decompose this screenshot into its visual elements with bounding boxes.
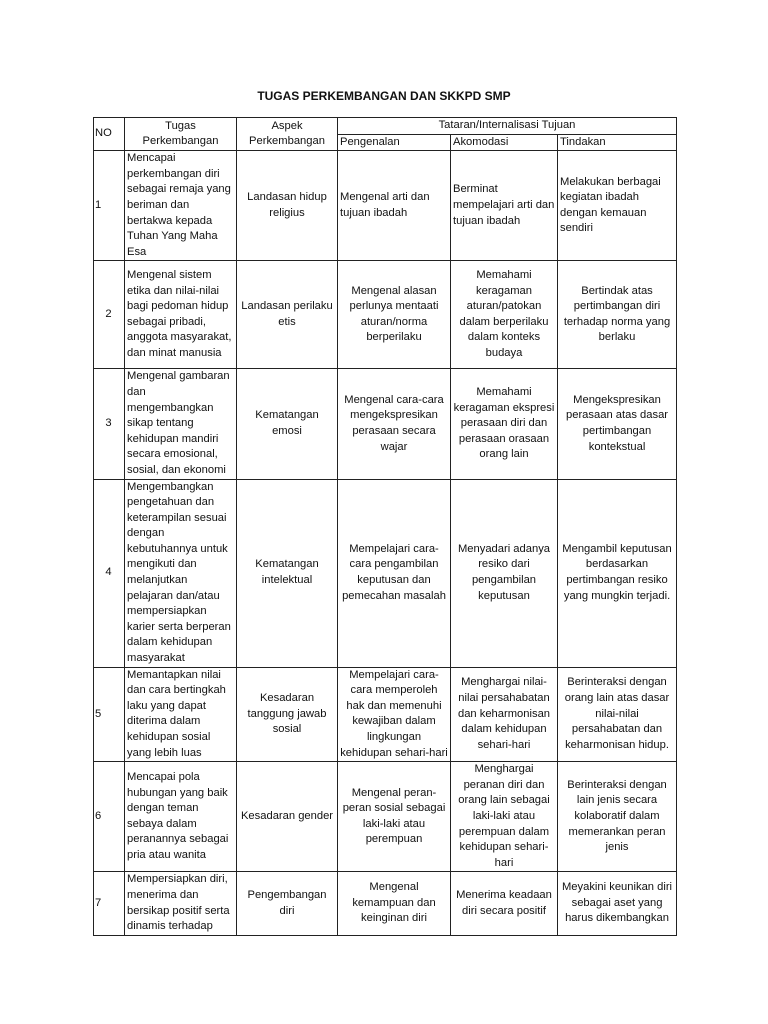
row-no: 1 [94, 151, 125, 261]
row-akomodasi: Menghargai peranan diri dan orang lain sebagai laki-laki atau perempuan dalam kehidupan sehari-hari [451, 762, 558, 872]
row-akomodasi: Memahami keragaman ekspresi perasaan diri dan perasaan orasaan orang lain [451, 369, 558, 479]
row-pengenalan: Mengenal kemampuan dan keinginan diri [338, 872, 451, 935]
skkpd-table [93, 117, 677, 936]
header-no: NO [94, 118, 125, 151]
header-pengenalan: Pengenalan [338, 134, 451, 151]
row-pengenalan: Mengenal alasan perlunya mentaati aturan/norma berperilaku [338, 261, 451, 369]
row-akomodasi: Berminat mempelajari arti dan tujuan ibadah [451, 151, 558, 261]
row-tindakan: Bertindak atas pertimbangan diri terhadap norma yang berlaku [558, 261, 677, 369]
row-tugas: Mencapai pola hubungan yang baik dengan teman sebaya dalam peranannya sebagai pria atau wanita [125, 762, 237, 872]
row-akomodasi: Memahami keragaman aturan/patokan dalam berperilaku dalam konteks budaya [451, 261, 558, 369]
page-title: TUGAS PERKEMBANGAN DAN SKKPD SMP [257, 89, 511, 103]
row-pengenalan: Mengenal arti dan tujuan ibadah [338, 151, 451, 261]
table-row [94, 872, 677, 935]
table-row [94, 369, 677, 479]
row-no: 3 [94, 369, 125, 479]
table-row [94, 667, 677, 762]
row-pengenalan: Mempelajari cara-cara memperoleh hak dan memenuhi kewajiban dalam lingkungan kehidupan sehari-hari [338, 667, 451, 762]
row-tindakan: Meyakini keunikan diri sebagai aset yang harus dikembangkan [558, 872, 677, 935]
row-tugas: Mencapai perkembangan diri sebagai remaja yang beriman dan bertakwa kepada Tuhan Yang Maha Esa [125, 151, 237, 261]
row-akomodasi: Menghargai nilai-nilai persahabatan dan keharmonisan dalam kehidupan sehari-hari [451, 667, 558, 762]
row-aspek: Kematangan intelektual [237, 479, 338, 667]
header-tugas: Tugas Perkembangan [125, 118, 237, 151]
row-tindakan: Mengambil keputusan berdasarkan pertimbangan resiko yang mungkin terjadi. [558, 479, 677, 667]
header-akomodasi: Akomodasi [451, 134, 558, 151]
row-tindakan: Melakukan berbagai kegiatan ibadah dengan kemauan sendiri [558, 151, 677, 261]
row-aspek: Kesadaran gender [237, 762, 338, 872]
row-no: 5 [94, 667, 125, 762]
row-no: 2 [94, 261, 125, 369]
row-no: 4 [94, 479, 125, 667]
row-tugas: Mengembangkan pengetahuan dan keterampilan sesuai dengan kebutuhannya untuk mengikuti dan melanjutkan pelajaran dan/atau mempersiapkan karier serta berperan dalam kehidupan masyarakat [125, 479, 237, 667]
table-row [94, 261, 677, 369]
row-aspek: Kesadaran tanggung jawab sosial [237, 667, 338, 762]
header-tindakan: Tindakan [558, 134, 677, 151]
row-aspek: Kematangan emosi [237, 369, 338, 479]
row-tugas: Mengenal gambaran dan mengembangkan sikap tentang kehidupan mandiri secara emosional, sosial, dan ekonomi [125, 369, 237, 479]
header-aspek: Aspek Perkembangan [237, 118, 338, 151]
row-akomodasi: Menyadari adanya resiko dari pengambilan keputusan [451, 479, 558, 667]
row-no: 7 [94, 872, 125, 935]
row-tugas: Mengenal sistem etika dan nilai-nilai bagi pedoman hidup sebagai pribadi, anggota masyarakat, dan minat manusia [125, 261, 237, 369]
row-akomodasi: Menerima keadaan diri secara positif [451, 872, 558, 935]
row-aspek: Pengembangan diri [237, 872, 338, 935]
row-aspek: Landasan hidup religius [237, 151, 338, 261]
row-no: 6 [94, 762, 125, 872]
table-row [94, 151, 677, 261]
row-tindakan: Berinteraksi dengan lain jenis secara kolaboratif dalam memerankan peran jenis [558, 762, 677, 872]
row-aspek: Landasan perilaku etis [237, 261, 338, 369]
row-tindakan: Mengekspresikan perasaan atas dasar pertimbangan kontekstual [558, 369, 677, 479]
row-pengenalan: Mengenal peran-peran sosial sebagai laki-laki atau perempuan [338, 762, 451, 872]
row-pengenalan: Mengenal cara-cara mengekspresikan perasaan secara wajar [338, 369, 451, 479]
row-pengenalan: Mempelajari cara-cara pengambilan keputusan dan pemecahan masalah [338, 479, 451, 667]
header-tataran: Tataran/Internalisasi Tujuan [338, 118, 677, 135]
table-row [94, 762, 677, 872]
table-row [94, 479, 677, 667]
row-tugas: Memantapkan nilai dan cara bertingkah laku yang dapat diterima dalam kehidupan sosial yang lebih luas [125, 667, 237, 762]
header-row [94, 118, 677, 135]
row-tindakan: Berinteraksi dengan orang lain atas dasar nilai-nilai persahabatan dan keharmonisan hidup. [558, 667, 677, 762]
row-tugas: Mempersiapkan diri, menerima dan bersikap positif serta dinamis terhadap [125, 872, 237, 935]
